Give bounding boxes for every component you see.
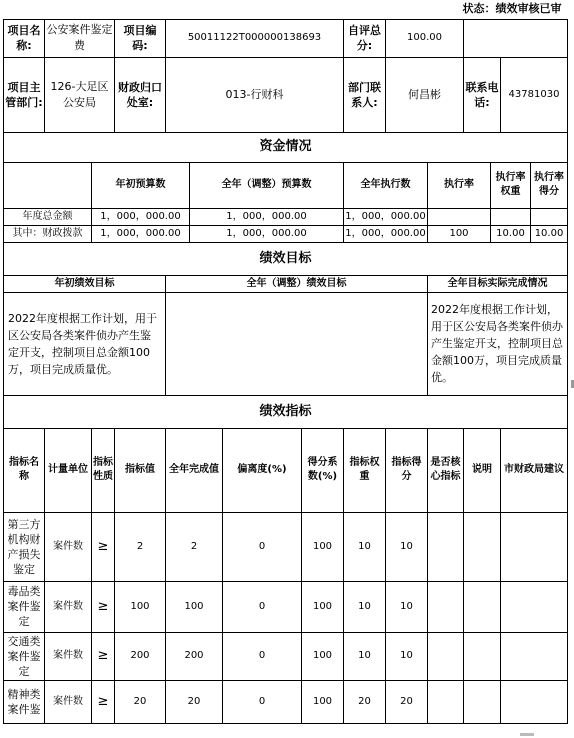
goal-adjusted-text xyxy=(166,292,428,395)
ind-coef: 100 xyxy=(302,680,344,723)
ind-header-nature: 指标性质 xyxy=(92,428,115,512)
self-score: 100.00 xyxy=(386,19,464,57)
ind-weight: 20 xyxy=(344,680,386,723)
funds-row-score xyxy=(531,208,568,225)
ind-name: 精神类案件鉴 xyxy=(4,680,45,723)
ind-deviation: 0 xyxy=(223,581,302,632)
ind-coef: 100 xyxy=(302,632,344,680)
ind-nature: ≥ xyxy=(92,512,115,581)
ind-advice xyxy=(501,680,568,723)
goals-header-initial: 年初绩效目标 xyxy=(4,275,166,292)
ind-advice xyxy=(501,581,568,632)
ind-actual: 20 xyxy=(166,680,223,723)
funds-row-rate xyxy=(428,208,491,225)
ind-target: 100 xyxy=(115,581,166,632)
project-name-label: 项目名称: xyxy=(4,19,45,57)
finance-office-value: 013-行财科 xyxy=(166,57,344,132)
finance-office-label: 财政归口处室: xyxy=(115,57,166,132)
ind-coef: 100 xyxy=(302,581,344,632)
funds-header-initial: 年初预算数 xyxy=(92,162,190,208)
ind-unit: 案件数 xyxy=(45,581,92,632)
ind-core xyxy=(428,581,464,632)
ind-name: 毒品类案件鉴定 xyxy=(4,581,45,632)
ind-deviation: 0 xyxy=(223,632,302,680)
ind-weight: 10 xyxy=(344,581,386,632)
funds-title: 资金情况 xyxy=(4,132,568,162)
ind-core xyxy=(428,512,464,581)
funds-header-score: 执行率得分 xyxy=(531,162,568,208)
ind-name: 第三方机构财产损失鉴定 xyxy=(4,512,45,581)
funds-header-adjusted: 全年（调整）预算数 xyxy=(190,162,344,208)
ind-header-name: 指标名称 xyxy=(4,428,45,512)
ind-core xyxy=(428,632,464,680)
ind-name: 交通类案件鉴定 xyxy=(4,632,45,680)
funds-row-weight xyxy=(491,208,531,225)
funds-header-executed: 全年执行数 xyxy=(344,162,428,208)
ind-header-weight: 指标权重 xyxy=(344,428,386,512)
ind-header-actual: 全年完成值 xyxy=(166,428,223,512)
funds-row-weight: 10.00 xyxy=(491,225,531,242)
ind-actual: 100 xyxy=(166,581,223,632)
contact-label: 部门联系人: xyxy=(344,57,386,132)
ind-target: 2 xyxy=(115,512,166,581)
funds-row-initial: 1，000，000.00 xyxy=(92,208,190,225)
ind-header-advice: 市财政局建议 xyxy=(501,428,568,512)
funds-row-executed: 1，000，000.00 xyxy=(344,225,428,242)
ind-unit: 案件数 xyxy=(45,512,92,581)
ind-nature: ≥ xyxy=(92,632,115,680)
ind-score: 10 xyxy=(386,581,428,632)
project-name: 公安案件鉴定费 xyxy=(45,19,115,57)
ind-score: 20 xyxy=(386,680,428,723)
ind-note xyxy=(464,581,501,632)
ind-target: 200 xyxy=(115,632,166,680)
ind-deviation: 0 xyxy=(223,680,302,723)
goal-initial-text: 2022年度根据工作计划，用于区公安局各类案件侦办产生鉴定开支，控制项目总金额100万，项目完成质量优。 xyxy=(4,292,166,395)
ind-nature: ≥ xyxy=(92,680,115,723)
status-text: 状态：绩效审核已审 xyxy=(4,0,568,19)
ind-note xyxy=(464,512,501,581)
ind-header-target: 指标值 xyxy=(115,428,166,512)
ind-nature: ≥ xyxy=(92,581,115,632)
funds-row-score: 10.00 xyxy=(531,225,568,242)
indicators-title: 绩效指标 xyxy=(4,395,568,428)
contact-value: 何昌彬 xyxy=(386,57,464,132)
funds-header-rate: 执行率 xyxy=(428,162,491,208)
funds-row-label: 年度总金额 xyxy=(4,208,92,225)
goals-title: 绩效目标 xyxy=(4,242,568,275)
goal-actual-text: 2022年度根据工作计划，用于区公安局各类案件侦办产生鉴定开支，控制项目总金额100万，项目完成质量优。 xyxy=(428,292,568,395)
phone-value: 43781030 xyxy=(501,57,568,132)
funds-row-label: 其中：财政拨款 xyxy=(4,225,92,242)
goals-header-adjusted: 全年（调整）绩效目标 xyxy=(166,275,428,292)
goals-header-actual: 全年目标实际完成情况 xyxy=(428,275,568,292)
project-code: 50011122T000000138693 xyxy=(166,19,344,57)
ind-unit: 案件数 xyxy=(45,632,92,680)
ind-header-note: 说明 xyxy=(464,428,501,512)
funds-row-adjusted: 1，000，000.00 xyxy=(190,208,344,225)
phone-label: 联系电话: xyxy=(464,57,501,132)
ind-coef: 100 xyxy=(302,512,344,581)
ind-target: 20 xyxy=(115,680,166,723)
page-edge-mark xyxy=(520,733,534,736)
funds-row-initial: 1，000，000.00 xyxy=(92,225,190,242)
dept-label: 项目主管部门: xyxy=(4,57,45,132)
ind-header-coef: 得分系数(%) xyxy=(302,428,344,512)
performance-report xyxy=(3,0,567,724)
ind-deviation: 0 xyxy=(223,512,302,581)
funds-row-adjusted: 1，000，000.00 xyxy=(190,225,344,242)
ind-score: 10 xyxy=(386,632,428,680)
ind-header-score: 指标得分 xyxy=(386,428,428,512)
ind-unit: 案件数 xyxy=(45,680,92,723)
funds-row-executed: 1，000，000.00 xyxy=(344,208,428,225)
ind-core xyxy=(428,680,464,723)
dept-value: 126-大足区公安局 xyxy=(45,57,115,132)
ind-weight: 10 xyxy=(344,632,386,680)
ind-advice xyxy=(501,512,568,581)
self-score-label: 自评总分: xyxy=(344,19,386,57)
ind-note xyxy=(464,680,501,723)
ind-header-unit: 计量单位 xyxy=(45,428,92,512)
project-code-label: 项目编码: xyxy=(115,19,166,57)
report-table xyxy=(3,0,568,724)
blank-cell xyxy=(464,19,568,57)
ind-actual: 200 xyxy=(166,632,223,680)
ind-header-deviation: 偏离度(%) xyxy=(223,428,302,512)
funds-row-rate: 100 xyxy=(428,225,491,242)
ind-score: 10 xyxy=(386,512,428,581)
ind-note xyxy=(464,632,501,680)
funds-header-weight: 执行率权重 xyxy=(491,162,531,208)
ind-weight: 10 xyxy=(344,512,386,581)
funds-header-blank xyxy=(4,162,92,208)
ind-actual: 2 xyxy=(166,512,223,581)
ind-advice xyxy=(501,632,568,680)
ind-header-core: 是否核心指标 xyxy=(428,428,464,512)
